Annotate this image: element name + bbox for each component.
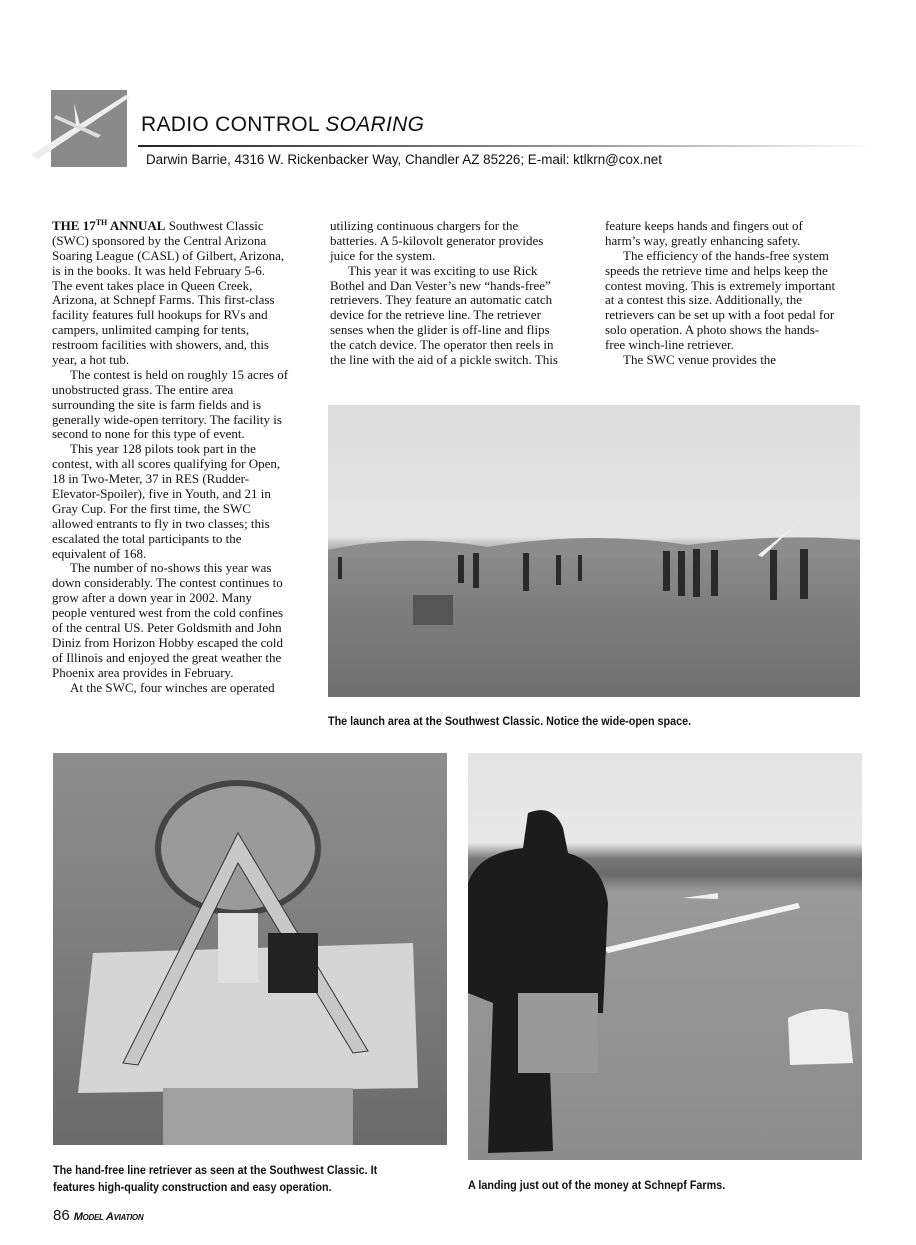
article-text-line: feature keeps hands and fingers out of bbox=[605, 218, 803, 233]
article-text-line: The SWC venue provides the bbox=[623, 352, 777, 368]
article-column-1 bbox=[52, 219, 288, 696]
landing-photo-caption: A landing just out of the money at Schnepf Farms. bbox=[468, 1179, 726, 1192]
article-text-line: grow after a down year in 2002. Many bbox=[52, 590, 252, 606]
article-text-line: restroom facilities with showers, and, this bbox=[52, 337, 269, 353]
launch-area-photo bbox=[328, 405, 860, 697]
article-text-line: contest, with all scores qualifying for Open, bbox=[52, 456, 281, 472]
article-text-line: at a contest this size. Additionally, the bbox=[605, 292, 803, 308]
article-text-line: juice for the system. bbox=[330, 247, 436, 263]
article-text-line: the line with the aid of a pickle switch. This bbox=[330, 352, 558, 368]
article-text-line: 18 in Two-Meter, 37 in RES (Rudder- bbox=[52, 471, 250, 487]
article-text-line: the catch device. The operator then reels in bbox=[330, 337, 554, 353]
article-text-line: surrounding the site is farm fields and is bbox=[52, 396, 262, 412]
article-text-line: harm’s way, greatly enhancing safety. bbox=[605, 232, 801, 248]
article-text-line: Diniz from Horizon Hobby escaped the cold bbox=[52, 634, 284, 650]
article-text-line: utilizing continuous chargers for the bbox=[330, 218, 519, 233]
article-text-line: allowed entrants to fly in two classes; this bbox=[52, 515, 270, 531]
article-text-line: Bothel and Dan Vester’s new “hands-free” bbox=[330, 277, 551, 293]
launch-scene bbox=[328, 405, 860, 697]
page-number: 86 bbox=[53, 1207, 70, 1224]
article-column-3 bbox=[605, 219, 835, 368]
winch-photo-caption-line-2: features high-quality construction and easy operation. bbox=[53, 1181, 332, 1194]
page-footer bbox=[53, 1207, 143, 1224]
winch-retriever-photo bbox=[53, 753, 447, 1145]
glider-icon bbox=[26, 85, 136, 175]
article-text-line: device for the retrieve line. The retriever bbox=[330, 307, 541, 323]
article-text-line: unobstructed grass. The entire area bbox=[52, 381, 234, 397]
lead-line: THE 17TH ANNUAL Southwest Classic bbox=[52, 218, 264, 233]
article-text-line: facility features full hookups for RVs and bbox=[52, 307, 268, 323]
article-text-line: is in the books. It was held February 5-6. bbox=[52, 262, 266, 278]
article-text-line: At the SWC, four winches are operated bbox=[70, 679, 275, 695]
article-text-line: solo operation. A photo shows the hands- bbox=[605, 322, 820, 338]
article-text-line: The number of no-shows this year was bbox=[70, 560, 272, 576]
article-text-line: of Illinois and enjoyed the great weather the bbox=[52, 649, 282, 665]
article-text-line: Phoenix area provides in February. bbox=[52, 664, 234, 680]
article-text-line: generally wide-open territory. The facility is bbox=[52, 411, 282, 427]
article-text-line: escalated the total participants to the bbox=[52, 530, 242, 546]
article-text-line: Soaring League (CASL) of Gilbert, Arizona, bbox=[52, 247, 285, 263]
article-text-line: contest moving. This is extremely important bbox=[605, 277, 836, 293]
winch-photo-caption-line-1: The hand-free line retriever as seen at the Southwest Classic. It bbox=[53, 1164, 378, 1177]
launch-photo-caption: The launch area at the Southwest Classic. Notice the wide-open space. bbox=[328, 715, 692, 728]
article-text-line: (SWC) sponsored by the Central Arizona bbox=[52, 232, 267, 248]
article-text-line: retrievers can be set up with a foot pedal for bbox=[605, 307, 835, 323]
article-text-line: senses when the glider is off-line and flips bbox=[330, 322, 550, 338]
article-text-line: of the central US. Peter Goldsmith and John bbox=[52, 620, 282, 636]
article-text-line: batteries. A 5-kilovolt generator provides bbox=[330, 232, 544, 248]
article-text-line: Elevator-Spoiler), five in Youth, and 21 in bbox=[52, 486, 271, 502]
article-text-line: second to none for this type of event. bbox=[52, 426, 245, 442]
article-text-line: This year 128 pilots took part in the bbox=[70, 441, 256, 457]
author-byline: Darwin Barrie, 4316 W. Rickenbacker Way, Chandler AZ 85226; E-mail: ktlkrn@cox.net bbox=[146, 152, 662, 167]
article-text-line: year, a hot tub. bbox=[52, 352, 130, 368]
landing-photo bbox=[468, 753, 862, 1160]
landing-scene bbox=[468, 753, 862, 1160]
section-title: RADIO CONTROL SOARING bbox=[141, 113, 425, 136]
article-text-line: The efficiency of the hands-free system bbox=[623, 247, 829, 263]
article-text-line: This year it was exciting to use Rick bbox=[348, 262, 538, 278]
title-rule bbox=[138, 145, 878, 147]
article-text-line: retrievers. They feature an automatic catch bbox=[330, 292, 553, 308]
article-text-line: equivalent of 168. bbox=[52, 545, 147, 561]
article-text-line: people ventured west from the cold confines bbox=[52, 605, 284, 621]
article-text-line: The event takes place in Queen Creek, bbox=[52, 277, 253, 293]
article-text-line: Gray Cup. For the first time, the SWC bbox=[52, 500, 251, 516]
winch-scene bbox=[53, 753, 447, 1145]
article-text-line: campers, unlimited camping for tents, bbox=[52, 322, 250, 338]
article-text-line: down considerably. The contest continues to bbox=[52, 575, 283, 591]
magazine-name: Model Aviation bbox=[73, 1211, 144, 1223]
article-text-line: Arizona, at Schnepf Farms. This first-class bbox=[52, 292, 275, 308]
article-text-line: speeds the retrieve time and helps keep the bbox=[605, 262, 828, 278]
section-logo bbox=[51, 90, 127, 167]
article-column-2 bbox=[330, 219, 558, 368]
article-text-line: The contest is held on roughly 15 acres of bbox=[70, 366, 289, 382]
article-text-line: free winch-line retriever. bbox=[605, 337, 734, 353]
